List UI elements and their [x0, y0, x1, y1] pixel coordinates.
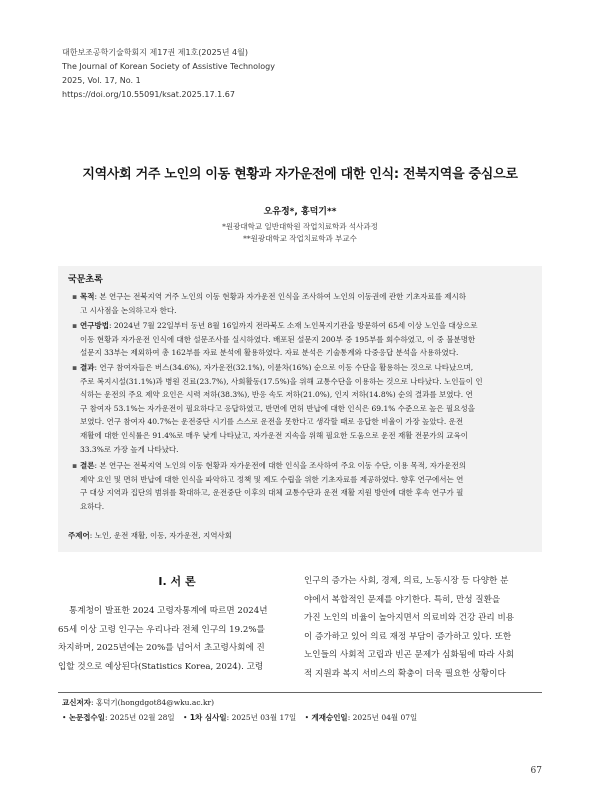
abstract-conclusion-line: 제약 요인 및 면허 반납에 대한 인식을 파악하고 정책 및 제도 수립을 위한 기초자료를 제공하였다. 향후 연구에서는 연: [80, 474, 464, 484]
intro-line: 야에서 복합적인 문제를 야기한다. 특히, 만성 질환을: [304, 594, 501, 605]
journal-doi[interactable]: https://doi.org/10.55091/ksat.2025.17.1.67: [62, 90, 235, 99]
corresponding-author: [62, 697, 214, 708]
abstract-results-line: 33.3%로 가장 높게 나타났다.: [80, 444, 179, 454]
journal-header: [62, 46, 275, 102]
abstract-methods-line: : 2024년 7월 22일부터 동년 8월 16일까지 전라북도 소재 노인복지기관을 방문하여 65세 이상 노인을 대상으로: [108, 321, 478, 330]
abstract-results-line: 식하는 운전의 주요 제약 요인은 시력 저하(38.3%), 반응 속도 저하(21.0%), 인지 저하(14.8%) 순의 결과를 보였다. 연: [80, 390, 473, 400]
bullet-icon: •: [183, 713, 190, 722]
abstract-results-line: 주로 복지시설(31.1%)과 병원 진료(23.7%), 사회활동(17.5%)을 위해 교통수단을 이용하는 것으로 나타났다. 노인들이 인: [80, 376, 483, 386]
author-names: 오유정*, 홍덕기**: [263, 207, 337, 217]
intro-right-column: [304, 572, 542, 684]
paper-title: 지역사회 거주 노인의 이동 현황과 자가운전에 대한 인식: 전북지역을 중심으로: [82, 167, 518, 182]
bullet-icon: •: [62, 713, 69, 722]
intro-line: 65세 이상 고령 인구는 우리나라 전체 인구의 19.2%를: [58, 624, 265, 635]
paper-dates: [62, 712, 417, 723]
keywords-list: : 노인, 운전 재활, 이동, 자가운전, 지역사회: [89, 531, 233, 540]
abstract-conclusion-line: 요하다.: [80, 501, 105, 511]
abstract-purpose-line: : 본 연구는 전북지역 거주 노인의 이동 현황과 자가운전 인식을 조사하여 노인의 이동권에 관한 기초자료를 제시하: [94, 292, 467, 301]
received-date: : 2025년 02월 28일: [105, 713, 175, 722]
intro-line: 인구의 증가는 사회, 경제, 의료, 노동시장 등 다양한 분: [304, 576, 509, 586]
section-heading-introduction: Ⅰ. 서 론: [158, 575, 196, 588]
footnote-divider: [58, 692, 542, 693]
bullet-icon: ▪: [72, 321, 78, 330]
corresponding-label: 교신저자: [62, 698, 91, 707]
accepted-label: 게재승인일: [311, 713, 348, 722]
bullet-icon: ▪: [72, 363, 78, 372]
intro-line: 차지하며, 2025년에는 20%를 넘어서 초고령사회에 진: [58, 643, 265, 654]
bullet-icon: ▪: [72, 461, 78, 470]
journal-volume: 2025, Vol. 17, No. 1: [62, 76, 141, 85]
page-number: 67: [530, 766, 542, 776]
intro-line: 노인들의 사회적 고립과 빈곤 문제가 심화됨에 따라 사회: [304, 650, 515, 661]
abstract-conclusion: [72, 459, 532, 513]
abstract-methods-line: 이동 현황과 자가운전 인식에 대한 설문조사를 실시하였다. 배포된 설문지 200부 중 195부를 회수하였고, 이 중 불분명한: [80, 334, 476, 344]
journal-name-korean: 대한보조공학기술학회지 제17권 제1호(2025년 4월): [62, 48, 248, 57]
abstract-methods-line: 설문지 33부는 제외하여 총 162부를 자료 분석에 활용하였다. 자료 분석은 기술통계와 다중응답 분석을 사용하였다.: [80, 348, 459, 358]
bullet-icon: •: [304, 713, 312, 722]
abstract-conclusion-line: : 본 연구는 전북지역 노인의 이동 현황과 자가운전에 대한 인식을 조사하여 주요 이동 수단, 이용 목적, 자가운전의: [94, 461, 466, 470]
abstract-purpose-line: 고 시사점을 논의하고자 한다.: [80, 305, 177, 315]
review-label: 1차 심사일: [189, 713, 227, 722]
intro-line: 이 증가하고 있어 의료 재정 부담이 증가하고 있다. 또한: [304, 631, 512, 642]
accepted-date: : 2025년 04월 07일: [347, 713, 418, 722]
abstract-results-line: : 연구 참여자들은 버스(34.6%), 자가운전(32.1%), 이륜차(16%) 순으로 이동 수단을 활용하는 것으로 나타났으며,: [94, 363, 474, 372]
abstract-results-label: 결과: [80, 363, 95, 372]
bullet-icon: ▪: [72, 292, 78, 301]
keywords: [68, 530, 232, 541]
keywords-label: 주제어: [68, 531, 90, 540]
abstract-conclusion-label: 결론: [80, 461, 95, 470]
abstract-purpose: [72, 290, 532, 317]
affiliation-1: *원광대학교 일반대학원 작업치료학과 석사과정: [222, 222, 378, 231]
intro-left-column: [58, 602, 296, 676]
abstract-purpose-label: 목적: [80, 292, 95, 301]
abstract-heading: 국문초록: [68, 275, 103, 285]
received-label: 논문접수일: [68, 713, 106, 722]
abstract-results-line: 재활에 대한 인식률은 91.4%로 매우 낮게 나타났고, 자가운전 지속을 위해 필요한 도움으로 운전 재활 전문가의 교육이: [80, 430, 468, 440]
journal-name-english: The Journal of Korean Society of Assistive Technology: [62, 62, 275, 71]
intro-line: 입할 것으로 예상된다(Statistics Korea, 2024). 고령: [58, 661, 264, 672]
affiliation-2: **원광대학교 작업치료학과 부교수: [243, 234, 357, 243]
abstract-methods: [72, 319, 532, 360]
intro-line: 적 지원과 복지 서비스의 확충이 더욱 필요한 상황이다: [304, 668, 506, 679]
abstract-results-line: 구 참여자 53.1%는 자가운전이 필요하다고 응답하였고, 반면에 면허 반납에 대한 인식은 69.1% 수준으로 높은 필요성을: [80, 403, 475, 413]
abstract-conclusion-line: 구 대상 지역과 집단의 범위를 확대하고, 운전중단 이후의 대체 교통수단과 운전 재활 지원 방안에 대한 후속 연구가 필: [80, 488, 464, 498]
corresponding-value: : 홍덕기(hongdgot84@wku.ac.kr): [90, 698, 214, 707]
intro-line: 가진 노인의 비율이 높아지면서 의료비와 건강 관리 비용: [304, 613, 515, 624]
abstract-methods-label: 연구방법: [80, 321, 109, 330]
abstract-results-line: 보였다. 연구 참여자 40.7%는 운전중단 시기를 스스로 운전을 못한다고 생각할 때로 응답한 비율이 가장 높았다. 운전: [80, 417, 464, 427]
intro-line: 통계청이 발표한 2024 고령자통계에 따르면 2024년: [69, 606, 268, 616]
abstract-results: [72, 361, 532, 456]
review-date: : 2025년 03월 17일: [226, 713, 297, 722]
